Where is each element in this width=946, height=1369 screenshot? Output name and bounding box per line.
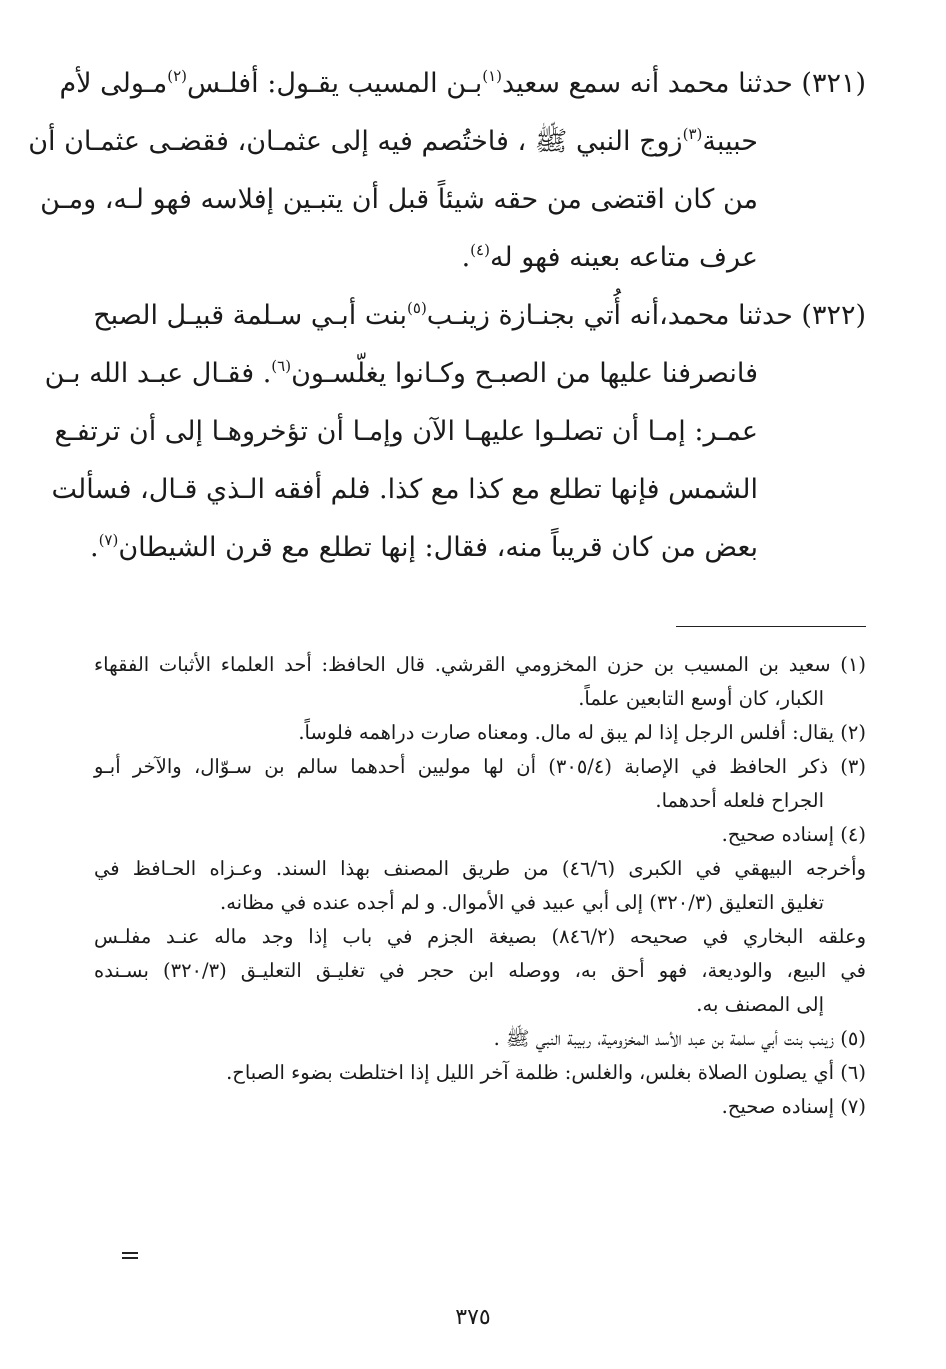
hadith-322-line-5	[89, 519, 866, 577]
footnote-4-line-2: وأخرجه البيهقي في الكبرى (٤٦/٦) من طريق المصنف بهذا السند. وعـزاه الحـافظ في	[94, 857, 867, 880]
footnote-4-line-5: في البيع، والوديعة، فهو أحق به، ووصله ابن حجر في تغليـق التعليـق (٣٢٠/٣) بسـنده	[94, 959, 866, 982]
footnote-4-line-4: وعلقه البخاري في صحيحه (٨٤٦/٢) بصيغة الجزم في باب إذا وجد ماله عنـد مفلـس	[94, 925, 867, 948]
text-segment: .	[461, 242, 471, 273]
hadith-321-line-1	[59, 55, 866, 113]
footnote-marker[interactable]: (٤)	[470, 241, 490, 259]
footnote-marker[interactable]: (٢)	[167, 67, 187, 85]
text-segment: زوج النبي ﷺ ، فاختُصم فيه إلى عثمـان، فقضـى عثمـان أن	[28, 126, 683, 157]
continuation-mark	[122, 1252, 138, 1259]
text-segment: (٣٢١) حدثنا محمد أنه سمع سعيد	[502, 68, 866, 99]
text-segment: بعض من كان قريباً منه، فقال: إنها تطلع مع قرن الشيطان	[118, 532, 758, 563]
footnote-4-line-3: تغليق التعليق (٣٢٠/٣) إلى أبي عبيد في الأموال. و لم أجده عنده في مظانه.	[220, 891, 824, 914]
hadith-321-line-2	[28, 113, 866, 171]
footnote-4-line-1: (٤) إسناده صحيح.	[721, 823, 866, 846]
footnote-3-line-1: (٣) ذكر الحافظ في الإصابة (٣٠٥/٤) أن لها موليين أحدهما سالم بن سـوّال، والآخر أبـو	[94, 755, 866, 778]
footnote-marker[interactable]: (٥)	[407, 299, 427, 317]
text-segment: بنت أبـي سـلمة قبيـل الصبح	[93, 300, 408, 331]
footnote-2: (٢) يقال: أفلس الرجل إذا لم يبق له مال. ومعناه صارت دراهمه فلوساً.	[298, 721, 866, 744]
text-segment: الشمس فإنها تطلع مع كذا مع كذا. فلم أفقه الـذي قـال، فسألت	[51, 474, 758, 505]
text-segment: بـن المسيب يقـول: أفلـس	[186, 68, 483, 99]
footnote-7: (٧) إسناده صحيح.	[721, 1095, 866, 1118]
page-number: ٣٧٥	[455, 1305, 491, 1330]
main-text	[28, 55, 866, 577]
footnote-marker[interactable]: (٣)	[682, 125, 703, 143]
hadith-322-line-3	[54, 403, 866, 461]
text-segment: (٣٢٢) حدثنا محمد،أنه أُتي بجنـازة زينـب	[426, 300, 866, 331]
hadith-322-line-1	[94, 287, 866, 345]
text-segment: عرف متاعه بعينه فهو له	[489, 242, 758, 273]
footnote-5: (٥) زينب بنت أبي سلمة بن عبد الأسد المخزومية، ربيبة النبي ﷺ .	[493, 1027, 866, 1050]
hadith-321-line-4	[94, 229, 866, 287]
text-segment: من كان اقتضى من حقه شيئاً قبل أن يتبـين إفلاسه فهو لـه، ومـن	[40, 184, 758, 215]
text-segment: حبيبة	[702, 126, 758, 157]
footnote-1-line-2: الكبار، كان أوسع التابعين علماً.	[578, 687, 824, 710]
hadith-321-line-3	[40, 171, 866, 229]
footnote-marker[interactable]: (٦)	[271, 357, 292, 375]
text-segment: عمـر: إمـا أن تصلـوا عليهـا الآن وإمـا أن تؤخروهـا إلى أن ترتفـع	[54, 416, 758, 447]
hadith-321	[28, 55, 866, 287]
footnote-3-line-2: الجراح فلعله أحدهما.	[655, 789, 824, 812]
text-segment: فانصرفنا عليها من الصبـح وكـانوا يغلّسـون	[291, 358, 758, 389]
footnote-6: (٦) أي يصلون الصلاة بغلس، والغلس: ظلمة آخر الليل إذا اختلطت بضوء الصباح.	[226, 1061, 866, 1084]
footnotes	[94, 648, 866, 1124]
text-segment: . فقـال عبـد الله بـن	[44, 358, 272, 389]
hadith-322	[44, 287, 866, 577]
footnote-divider	[676, 626, 866, 627]
footnote-1-line-1: (١) سعيد بن المسيب بن حزن المخزومي القرشي. قال الحافظ: أحد العلماء الأثبات الفقهاء	[94, 653, 866, 676]
text-segment: .	[89, 532, 99, 563]
hadith-322-line-2	[44, 345, 866, 403]
footnote-marker[interactable]: (٧)	[98, 531, 119, 549]
text-segment: مـولى لأم	[59, 68, 168, 99]
footnote-marker[interactable]: (١)	[482, 67, 502, 85]
hadith-322-line-4	[51, 461, 866, 519]
footnote-4-line-6: إلى المصنف به.	[696, 993, 824, 1016]
